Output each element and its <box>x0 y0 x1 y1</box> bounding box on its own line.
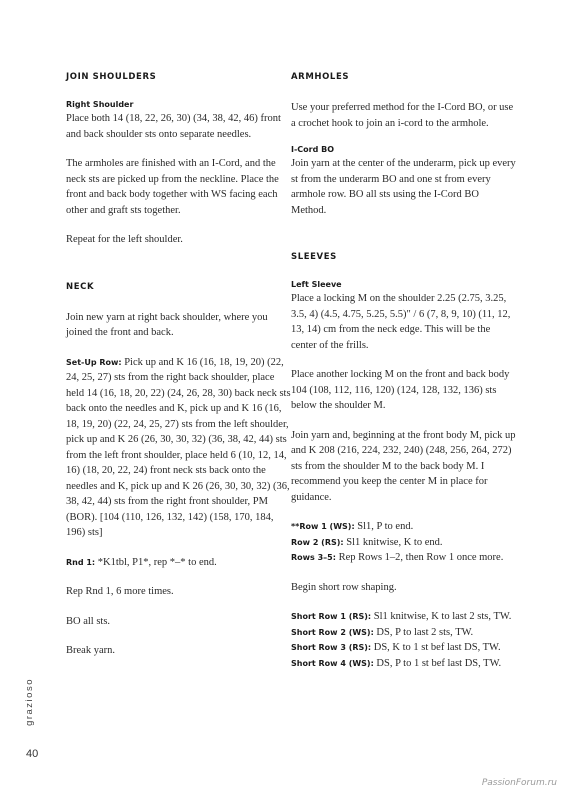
rows35-label: Rows 3–5: <box>291 553 336 562</box>
watermark-text: PassionForum.ru <box>481 778 557 788</box>
bo-paragraph: BO all sts. <box>66 615 111 627</box>
sleeves-paragraph-3: Join yarn and, beginning at the front body M, pick up and K 208 (216, 224, 232, 240) (248, 256, 264, 272) sts from the shoulder M to the back body M. I recommend you keep the center M in place for guidance. <box>291 429 516 503</box>
left-sleeve-subheading: Left Sleeve <box>291 280 342 289</box>
rnd1-instruction <box>66 555 291 571</box>
setup-row-instruction <box>66 355 291 541</box>
armholes-paragraph-1: Use your preferred method for the I-Cord BO, or use a crochet hook to join an i-cord to the armhole. <box>291 102 514 129</box>
armholes-paragraph-2: Join yarn at the center of the underarm, pick up every st from the underarm BO and one st from every armhole row. BO all sts using the I-Cord BO Method. <box>291 158 516 216</box>
short-row2-text: DS, P to last 2 sts, TW. <box>373 626 474 638</box>
right-shoulder-subheading: Right Shoulder <box>66 100 134 109</box>
repeat-rnd-paragraph: Rep Rnd 1, 6 more times. <box>66 586 174 597</box>
setup-row-label: Set-Up Row: <box>66 357 122 367</box>
short-row2-label: Short Row 2 (WS): <box>291 627 374 637</box>
sleeves-paragraph-2: Place another locking M on the front and back body 104 (108, 112, 116, 120) (124, 128, 132, 136) sts below the shoulder M. <box>291 369 510 411</box>
row2-text: Sl1 knitwise, K to end. <box>343 536 443 548</box>
short-row2-instruction <box>291 625 516 641</box>
left-column <box>66 72 291 673</box>
row1-instruction <box>291 519 516 535</box>
sleeves-heading: SLEEVES <box>291 252 337 262</box>
short-row1-instruction <box>291 609 516 625</box>
neck-paragraph-1: Join new yarn at right back shoulder, where you joined the front and back. <box>66 311 268 338</box>
neck-heading: NECK <box>66 281 95 292</box>
brand-vertical-text: grazioso <box>24 678 35 726</box>
rnd1-text: *K1tbl, P1*, rep *–* to end. <box>95 556 217 568</box>
row1-label: **Row 1 (WS): <box>291 522 355 531</box>
join-shoulders-paragraph-1: Place both 14 (18, 22, 26, 30) (34, 38, 42, 46) front and back shoulder sts onto separate needles. <box>66 113 281 140</box>
rnd1-label: Rnd 1: <box>66 557 96 567</box>
rows35-text: Rep Rows 1–2, then Row 1 once more. <box>335 552 504 563</box>
armholes-heading: ARMHOLES <box>291 72 350 82</box>
rows35-instruction <box>291 550 516 566</box>
begin-short-rows-paragraph: Begin short row shaping. <box>291 581 397 593</box>
setup-row-text: Pick up and K 16 (16, 18, 19, 20) (22, 24, 25, 27) sts from the right back shoulder, place held 14 (16, 18, 20, 22) (24, 26, 28, 30) back neck sts back onto the needles and K, pick up and K 16 (16, 18, 19, 20) (22, 24, 25, 27) sts from the left shoulder, pick up and K 26 (26, 30, 30, 32) (36, 38, 42, 44) sts from the left front shoulder, place held 6 (10, 12, 14, 16) (18, 20, 22, 24) front neck sts back onto the needles and K, pick up and K 26 (26, 30, 30, 32) (36, 38, 42, 44) sts from the right front shoulder, PM (BOR). [104 (110, 126, 132, 142) (158, 170, 184, 196) sts] <box>66 356 291 538</box>
right-column <box>291 72 516 671</box>
page-number: 40 <box>26 748 39 760</box>
join-shoulders-heading: JOIN SHOULDERS <box>66 72 157 82</box>
short-row4-label: Short Row 4 (WS): <box>291 658 374 668</box>
short-row3-instruction <box>291 640 516 656</box>
join-shoulders-paragraph-3: Repeat for the left shoulder. <box>66 234 183 245</box>
sleeves-paragraph-1: Place a locking M on the shoulder 2.25 (2.75, 3.25, 3.5, 4) (4.5, 4.75, 5.25, 5.5)" / 6 (7, 8, 9, 10) (11, 12, 13, 14) cm from the neck edge. This will be the center of the frills. <box>291 293 511 351</box>
short-row1-label: Short Row 1 (RS): <box>291 612 372 621</box>
join-shoulders-paragraph-2: The armholes are finished with an I-Cord, and the neck sts are picked up from the neckline. Place the front and back body together with WS facing each other and graft sts together. <box>66 158 279 216</box>
row1-text: Sl1, P to end. <box>354 521 414 532</box>
short-row3-text: DS, K to 1 st bef last DS, TW. <box>371 642 501 653</box>
break-yarn-paragraph: Break yarn. <box>66 645 115 656</box>
short-row3-label: Short Row 3 (RS): <box>291 643 372 652</box>
row2-instruction <box>291 535 516 551</box>
row2-label: Row 2 (RS): <box>291 537 344 547</box>
short-row4-instruction <box>291 656 516 672</box>
short-row1-text: Sl1 knitwise, K to last 2 sts, TW. <box>371 611 512 622</box>
short-row4-text: DS, P to 1 st bef last DS, TW. <box>373 657 502 669</box>
icord-bo-subheading: I-Cord BO <box>291 145 335 154</box>
